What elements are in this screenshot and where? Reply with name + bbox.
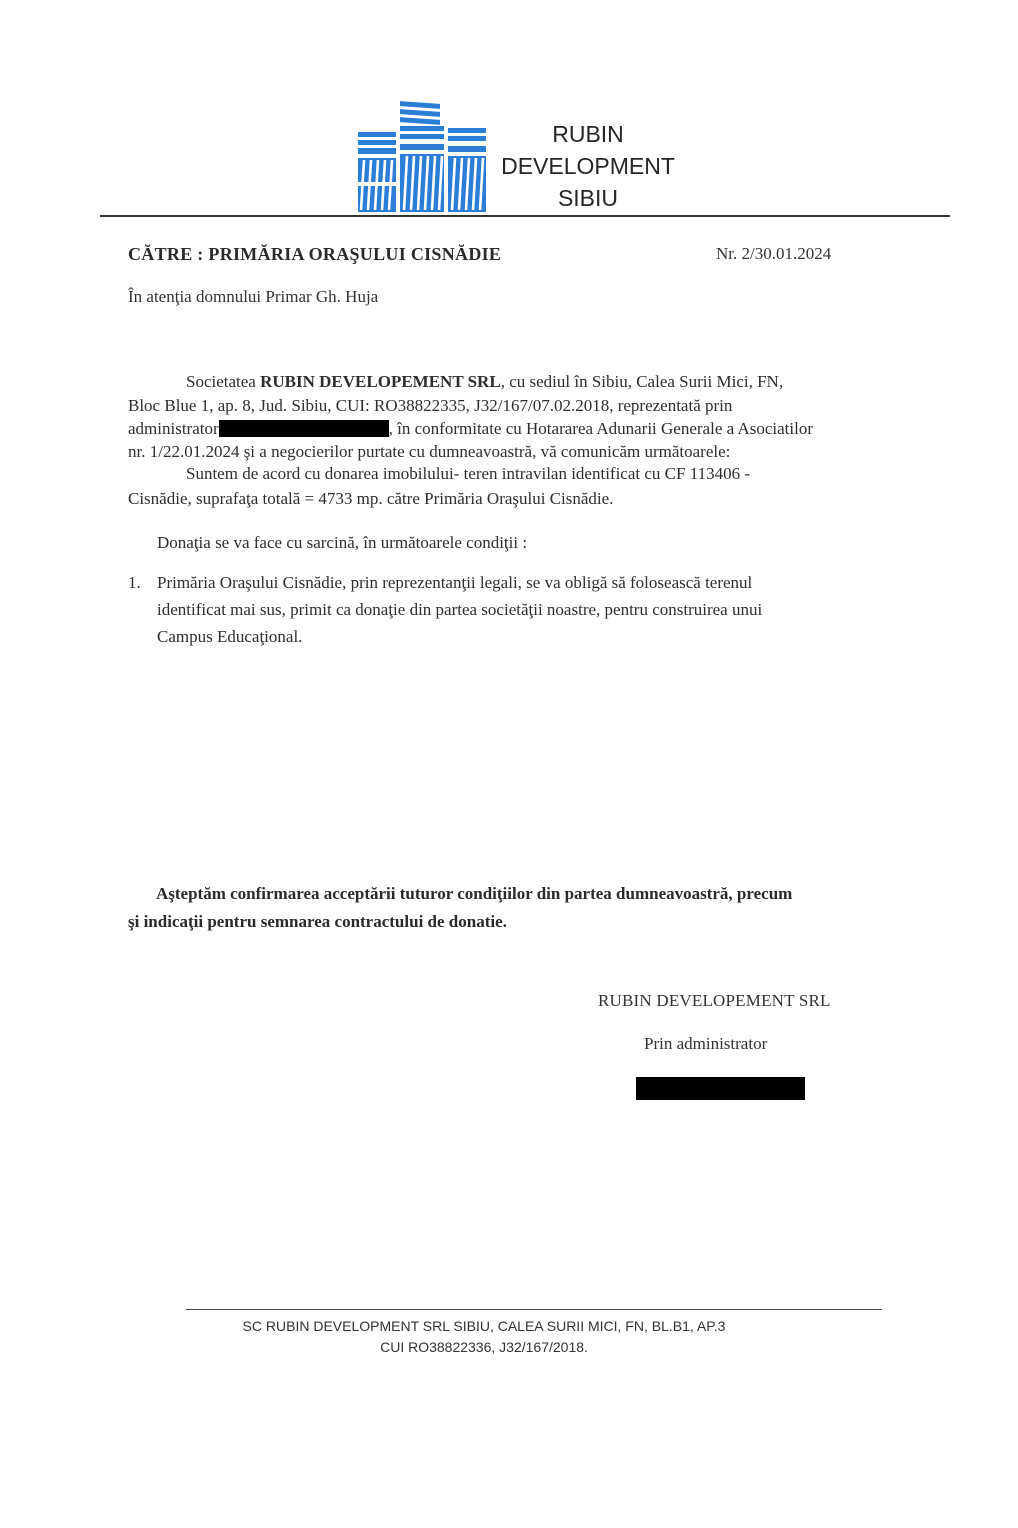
paragraph1-line1 xyxy=(186,370,783,393)
footer-address xyxy=(186,1316,782,1358)
footer-line2: CUI RO38822336, J32/167/2018. xyxy=(380,1339,588,1355)
logo-line-sibiu: SIBIU xyxy=(557,185,619,211)
paragraph1-line4: nr. 1/22.01.2024 şi a negocierilor purtate cu dumneavoastră, vă comunicăm următoarele: xyxy=(128,442,731,461)
paragraph1-line3-suffix: , în conformitate cu Hotararea Adunarii Generale a Asociatilor xyxy=(388,419,814,438)
redacted-signature xyxy=(636,1077,805,1100)
footer-divider xyxy=(186,1309,882,1310)
attention-line: În atenţia domnului Primar Gh. Huja xyxy=(128,287,379,306)
paragraph1-prefix: Societatea xyxy=(186,372,261,391)
closing-line2: şi indicaţii pentru semnarea contractului de donatie. xyxy=(128,912,507,931)
closing-line1: Aşteptăm confirmarea acceptării tuturor condiţiilor din partea dumneavoastră, precum xyxy=(156,884,793,903)
paragraph1-line6: Cisnădie, suprafaţa totală = 4733 mp. către Primăria Oraşului Cisnădie. xyxy=(128,489,614,508)
footer-line1: SC RUBIN DEVELOPMENT SRL SIBIU, CALEA SURII MICI, FN, BL.B1, AP.3 xyxy=(242,1318,726,1334)
condition-1-line1: Primăria Oraşului Cisnădie, prin reprezentanţii legali, se va obligă să folosească terenul xyxy=(157,573,753,592)
paragraph1-line3 xyxy=(128,417,813,440)
paragraph1-line2: Bloc Blue 1, ap. 8, Jud. Sibiu, CUI: RO38822335, J32/167/07.02.2018, reprezentată prin xyxy=(128,396,733,415)
header-divider xyxy=(100,215,950,217)
company-logo-text xyxy=(488,118,688,214)
logo-line-rubin: RUBIN xyxy=(552,121,624,147)
paragraph1-suffix: , cu sediul în Sibiu, Calea Surii Mici, FN, xyxy=(500,372,784,391)
signature-company: RUBIN DEVELOPEMENT SRL xyxy=(598,991,831,1010)
closing-paragraph xyxy=(128,880,898,936)
signature-role: Prin administrator xyxy=(644,1034,768,1053)
company-name: RUBIN DEVELOPEMENT SRL xyxy=(260,372,501,391)
recipient-heading: CĂTRE : PRIMĂRIA ORAŞULUI CISNĂDIE xyxy=(128,244,502,264)
condition-1-line2: identificat mai sus, primit ca donaţie din partea societăţii noastre, pentru construirea unui xyxy=(157,600,763,619)
logo-line-development: DEVELOPMENT xyxy=(501,153,675,179)
paragraph1-line5: Suntem de acord cu donarea imobilului- teren intravilan identificat cu CF 113406 - xyxy=(186,464,750,483)
administrator-label: administrator xyxy=(128,419,219,438)
building-towers-logo-icon xyxy=(356,96,490,214)
conditions-intro: Donaţia se va face cu sarcină, în următoarele condiţii : xyxy=(157,533,528,552)
reference-number: Nr. 2/30.01.2024 xyxy=(716,244,832,263)
condition-number: 1. xyxy=(128,573,141,592)
redacted-administrator-name xyxy=(219,420,389,437)
condition-1-line3: Campus Educaţional. xyxy=(157,627,303,646)
